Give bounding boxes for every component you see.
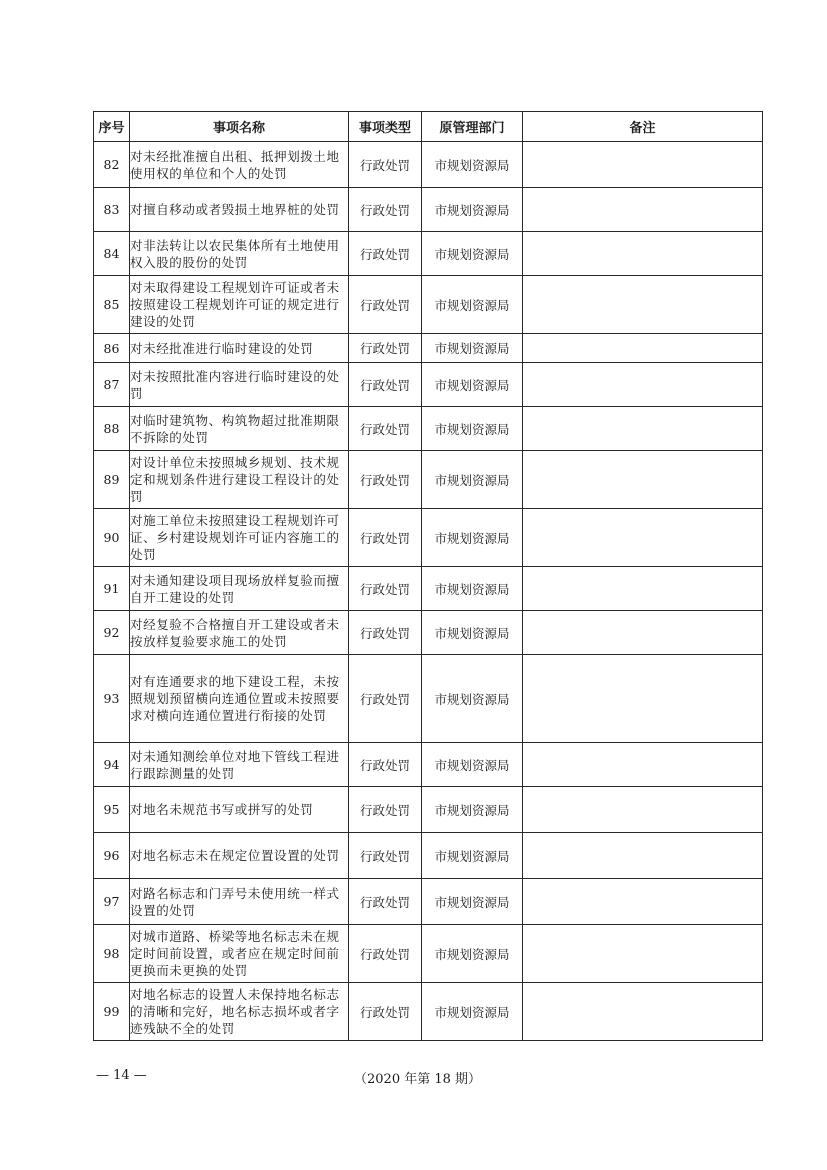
cell-item-type: 行政处罚	[349, 276, 422, 334]
cell-original-department: 市规划资源局	[422, 655, 523, 743]
cell-item-name: 对设计单位未按照城乡规划、技术规定和规划条件进行建设工程设计的处罚	[130, 451, 349, 509]
cell-serial-number: 92	[94, 611, 130, 655]
cell-item-name: 对地名标志未在规定位置设置的处罚	[130, 833, 349, 879]
cell-remarks	[523, 655, 763, 743]
table-row	[94, 611, 763, 655]
cell-original-department: 市规划资源局	[422, 451, 523, 509]
cell-item-name: 对未取得建设工程规划许可证或者未按照建设工程规划许可证的规定进行建设的处罚	[130, 276, 349, 334]
cell-item-name: 对非法转让以农民集体所有土地使用权入股的股份的处罚	[130, 232, 349, 276]
cell-item-name: 对未按照批准内容进行临时建设的处罚	[130, 363, 349, 407]
cell-serial-number: 85	[94, 276, 130, 334]
cell-item-type: 行政处罚	[349, 509, 422, 567]
cell-serial-number: 84	[94, 232, 130, 276]
cell-item-name: 对未通知测绘单位对地下管线工程进行跟踪测量的处罚	[130, 743, 349, 787]
cell-remarks	[523, 509, 763, 567]
table-row	[94, 983, 763, 1041]
cell-item-name: 对施工单位未按照建设工程规划许可证、乡村建设规划许可证内容施工的处罚	[130, 509, 349, 567]
table-row	[94, 743, 763, 787]
cell-item-type: 行政处罚	[349, 611, 422, 655]
page-number: — 14 —	[96, 1068, 147, 1083]
cell-remarks	[523, 925, 763, 983]
cell-item-type: 行政处罚	[349, 407, 422, 451]
cell-remarks	[523, 983, 763, 1041]
cell-remarks	[523, 142, 763, 188]
cell-remarks	[523, 188, 763, 232]
cell-item-type: 行政处罚	[349, 363, 422, 407]
cell-item-name: 对未经批准进行临时建设的处罚	[130, 334, 349, 363]
cell-item-type: 行政处罚	[349, 879, 422, 925]
table-row	[94, 451, 763, 509]
table-row	[94, 655, 763, 743]
cell-item-type: 行政处罚	[349, 334, 422, 363]
table-header-row	[94, 112, 763, 142]
cell-item-name: 对地名未规范书写或拼写的处罚	[130, 787, 349, 833]
cell-item-name: 对路名标志和门弄号未使用统一样式设置的处罚	[130, 879, 349, 925]
cell-original-department: 市规划资源局	[422, 188, 523, 232]
cell-item-name: 对地名标志的设置人未保持地名标志的清晰和完好，地名标志损坏或者字迹残缺不全的处罚	[130, 983, 349, 1041]
cell-serial-number: 93	[94, 655, 130, 743]
table-row	[94, 407, 763, 451]
cell-item-name: 对未经批准擅自出租、抵押划拨土地使用权的单位和个人的处罚	[130, 142, 349, 188]
cell-item-name: 对擅自移动或者毁损土地界桩的处罚	[130, 188, 349, 232]
cell-original-department: 市规划资源局	[422, 879, 523, 925]
cell-original-department: 市规划资源局	[422, 983, 523, 1041]
cell-serial-number: 90	[94, 509, 130, 567]
cell-item-type: 行政处罚	[349, 451, 422, 509]
cell-item-type: 行政处罚	[349, 787, 422, 833]
header-original-department: 原管理部门	[422, 112, 523, 142]
cell-item-name: 对经复验不合格擅自开工建设或者未按放样复验要求施工的处罚	[130, 611, 349, 655]
cell-item-type: 行政处罚	[349, 567, 422, 611]
cell-original-department: 市规划资源局	[422, 743, 523, 787]
cell-item-type: 行政处罚	[349, 232, 422, 276]
table-body	[94, 142, 763, 1041]
cell-item-type: 行政处罚	[349, 142, 422, 188]
cell-remarks	[523, 334, 763, 363]
cell-serial-number: 82	[94, 142, 130, 188]
cell-serial-number: 97	[94, 879, 130, 925]
cell-serial-number: 88	[94, 407, 130, 451]
cell-serial-number: 96	[94, 833, 130, 879]
cell-item-type: 行政处罚	[349, 188, 422, 232]
table-row	[94, 142, 763, 188]
table-row	[94, 509, 763, 567]
table-row	[94, 363, 763, 407]
cell-original-department: 市规划资源局	[422, 611, 523, 655]
cell-item-type: 行政处罚	[349, 655, 422, 743]
table-row	[94, 787, 763, 833]
cell-serial-number: 83	[94, 188, 130, 232]
cell-remarks	[523, 833, 763, 879]
cell-original-department: 市规划资源局	[422, 142, 523, 188]
cell-item-type: 行政处罚	[349, 925, 422, 983]
table-row	[94, 879, 763, 925]
cell-remarks	[523, 879, 763, 925]
cell-serial-number: 98	[94, 925, 130, 983]
cell-item-type: 行政处罚	[349, 833, 422, 879]
cell-remarks	[523, 276, 763, 334]
cell-remarks	[523, 787, 763, 833]
table-row	[94, 567, 763, 611]
cell-original-department: 市规划资源局	[422, 567, 523, 611]
header-serial-number: 序号	[94, 112, 130, 142]
cell-original-department: 市规划资源局	[422, 276, 523, 334]
cell-original-department: 市规划资源局	[422, 787, 523, 833]
cell-original-department: 市规划资源局	[422, 334, 523, 363]
cell-remarks	[523, 567, 763, 611]
cell-serial-number: 95	[94, 787, 130, 833]
cell-serial-number: 91	[94, 567, 130, 611]
cell-item-type: 行政处罚	[349, 983, 422, 1041]
cell-remarks	[523, 407, 763, 451]
cell-remarks	[523, 451, 763, 509]
cell-item-name: 对临时建筑物、构筑物超过批准期限不拆除的处罚	[130, 407, 349, 451]
table-row	[94, 276, 763, 334]
cell-item-type: 行政处罚	[349, 743, 422, 787]
table-row	[94, 925, 763, 983]
cell-original-department: 市规划资源局	[422, 407, 523, 451]
table-row	[94, 188, 763, 232]
cell-original-department: 市规划资源局	[422, 833, 523, 879]
cell-remarks	[523, 611, 763, 655]
table-row	[94, 833, 763, 879]
cell-item-name: 对城市道路、桥梁等地名标志未在规定时间前设置，或者应在规定时间前更换而未更换的处罚	[130, 925, 349, 983]
table-row	[94, 232, 763, 276]
cell-serial-number: 87	[94, 363, 130, 407]
cell-remarks	[523, 232, 763, 276]
cell-item-name: 对未通知建设项目现场放样复验而擅自开工建设的处罚	[130, 567, 349, 611]
cell-remarks	[523, 743, 763, 787]
issue-label: （2020 年第 18 期）	[354, 1072, 482, 1087]
cell-remarks	[523, 363, 763, 407]
items-table	[93, 111, 763, 1041]
cell-original-department: 市规划资源局	[422, 509, 523, 567]
cell-item-name: 对有连通要求的地下建设工程，未按照规划预留横向连通位置或未按照要求对横向连通位置进行衔接的处罚	[130, 655, 349, 743]
cell-original-department: 市规划资源局	[422, 363, 523, 407]
header-remarks: 备注	[523, 112, 763, 142]
header-item-type: 事项类型	[349, 112, 422, 142]
cell-serial-number: 99	[94, 983, 130, 1041]
cell-serial-number: 89	[94, 451, 130, 509]
cell-serial-number: 86	[94, 334, 130, 363]
table-row	[94, 334, 763, 363]
cell-original-department: 市规划资源局	[422, 925, 523, 983]
cell-original-department: 市规划资源局	[422, 232, 523, 276]
header-item-name: 事项名称	[130, 112, 349, 142]
cell-serial-number: 94	[94, 743, 130, 787]
